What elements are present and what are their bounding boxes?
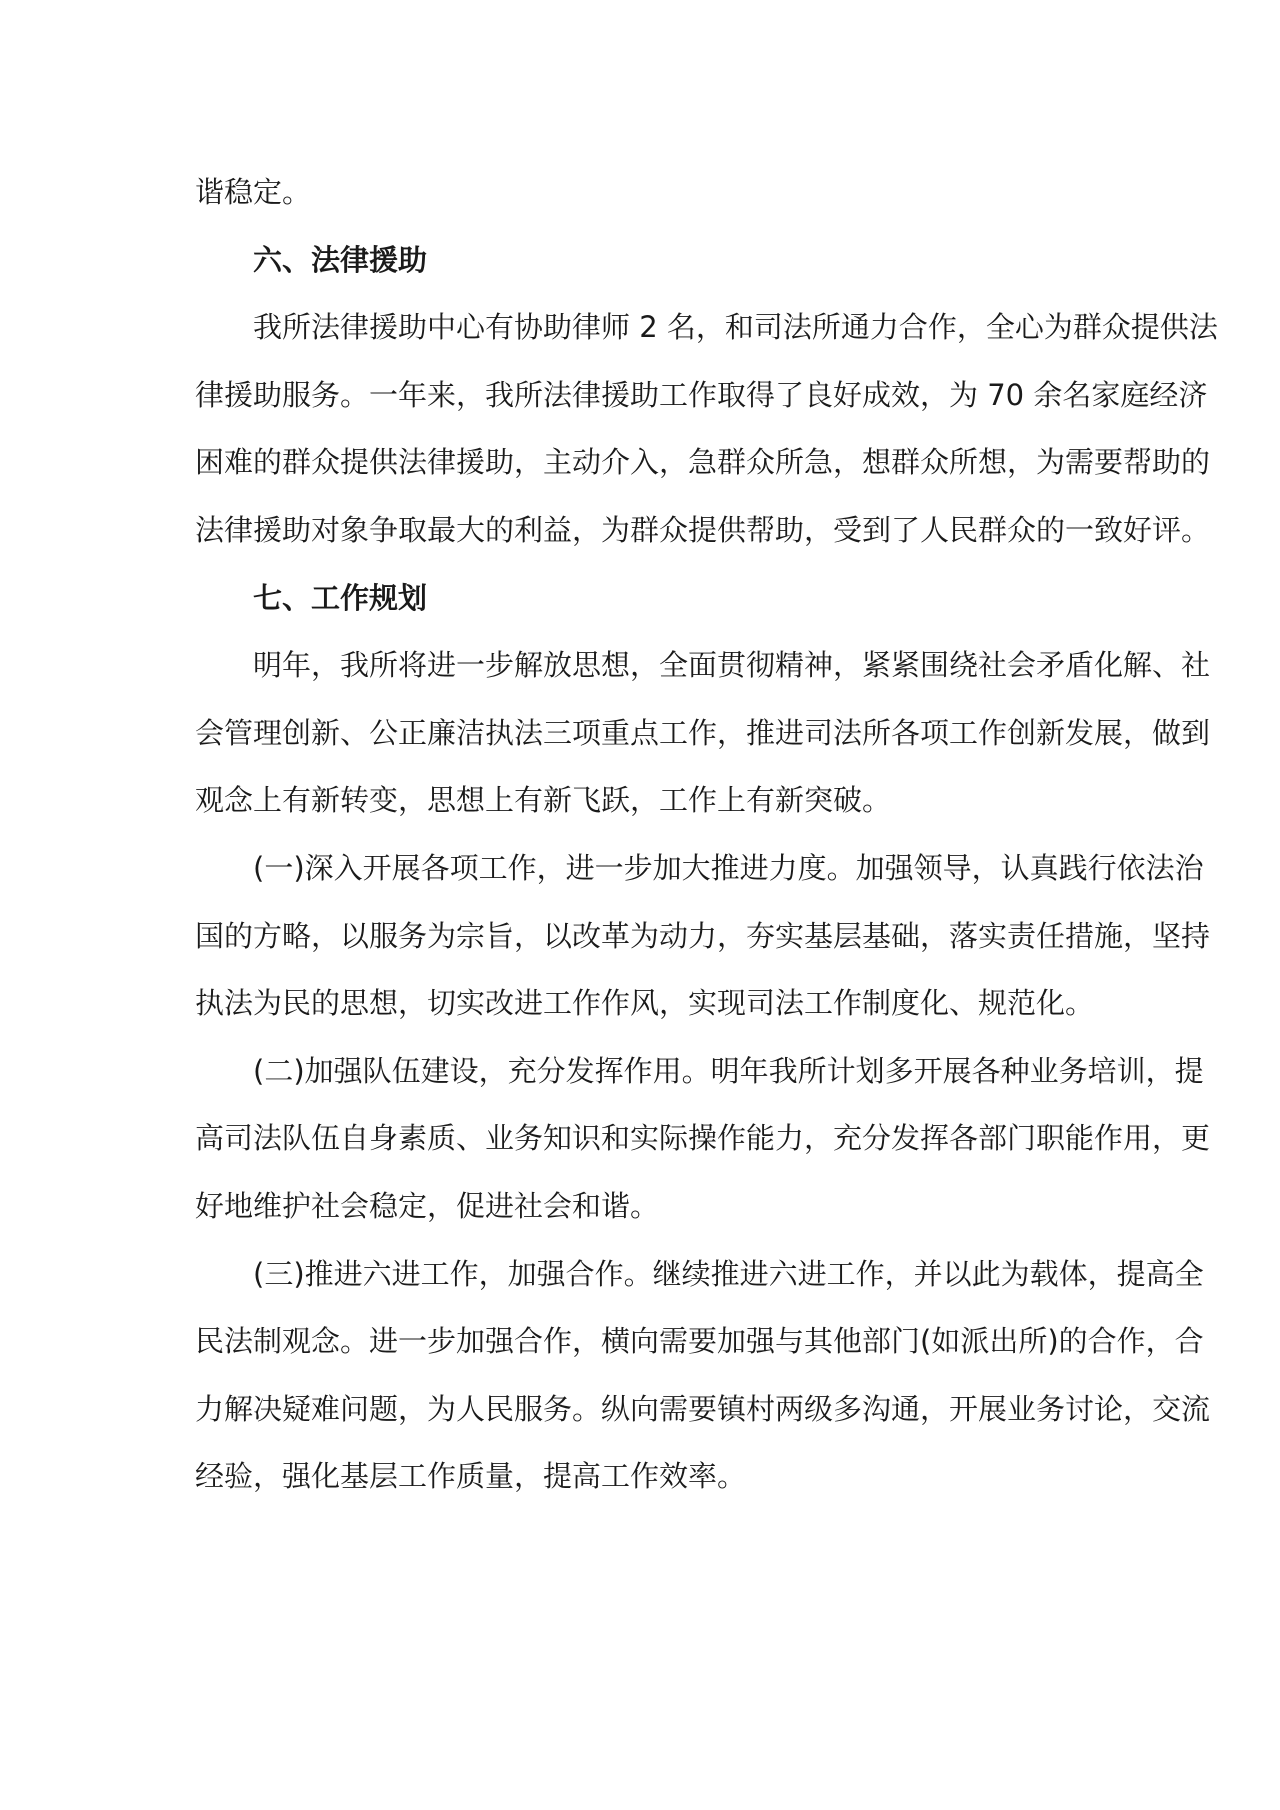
text-line: 会管理创新、公正廉洁执法三项重点工作，推进司法所各项工作创新发展，做到: [195, 715, 1211, 750]
text-line: 高司法队伍自身素质、业务知识和实际操作能力，充分发挥各部门职能作用，更: [195, 1121, 1211, 1156]
text-line: 法律援助对象争取最大的利益，为群众提供帮助，受到了人民群众的一致好评。: [195, 512, 1211, 547]
text-line: 律援助服务。一年来，我所法律援助工作取得了良好成效，为 70 余名家庭经济: [195, 377, 1208, 412]
text-line: 观念上有新转变，思想上有新飞跃，工作上有新突破。: [195, 783, 892, 818]
section-heading-work-plan: 七、工作规划: [253, 580, 428, 615]
work-plan-item-3: [195, 1250, 1211, 1520]
text-line: 明年，我所将进一步解放思想，全面贯彻精神，紧紧围绕社会矛盾化解、社: [253, 648, 1211, 683]
work-plan-item-2: [195, 1047, 1211, 1250]
text-line: (三)推进六进工作，加强合作。继续推进六进工作，并以此为载体，提高全: [253, 1256, 1204, 1291]
text-line: (一)深入开展各项工作，进一步加大推进力度。加强领导，认真践行依法治: [253, 850, 1204, 885]
section-heading-legal-aid: 六、法律援助: [253, 242, 428, 277]
text-line: 谐稳定。: [195, 175, 312, 209]
continuation-paragraph: [195, 168, 1101, 236]
text-line: 民法制观念。进一步加强合作，横向需要加强与其他部门(如派出所)的合作，合: [195, 1324, 1204, 1359]
document-page: [195, 168, 1218, 1520]
text-line: 困难的群众提供法律援助，主动介入，急群众所急，想群众所想，为需要帮助的: [195, 445, 1211, 480]
text-line: 国的方略，以服务为宗旨，以改革为动力，夯实基层基础，落实责任措施，坚持: [195, 918, 1211, 953]
work-plan-item-1: [195, 844, 1211, 1047]
text-line: 我所法律援助中心有协助律师 2 名，和司法所通力合作，全心为群众提供法: [253, 310, 1218, 345]
text-line: (二)加强队伍建设，充分发挥作用。明年我所计划多开展各种业务培训，提: [253, 1053, 1204, 1088]
text-line: 执法为民的思想，切实改进工作作风，实现司法工作制度化、规范化。: [195, 986, 1095, 1021]
text-line: 经验，强化基层工作质量，提高工作效率。: [195, 1459, 747, 1494]
work-plan-intro-paragraph: [195, 641, 1211, 844]
text-line: 力解决疑难问题，为人民服务。纵向需要镇村两级多沟通，开展业务讨论，交流: [195, 1391, 1211, 1426]
text-line: 好地维护社会稳定，促进社会和谐。: [195, 1188, 660, 1223]
legal-aid-paragraph: [195, 303, 1218, 573]
